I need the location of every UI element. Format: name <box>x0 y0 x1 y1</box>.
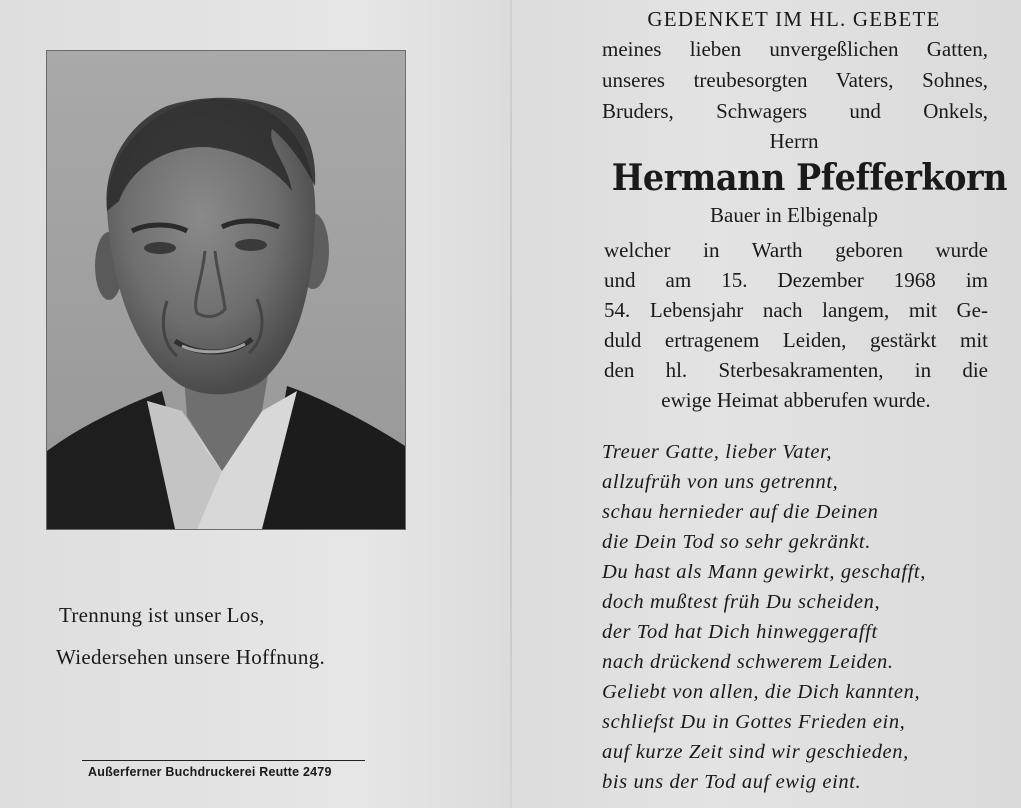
poem-line: auf kurze Zeit sind wir geschieden, <box>602 741 909 763</box>
intro-block <box>602 34 988 127</box>
intro-line: meines lieben unvergeßlichen Gatten, <box>602 37 988 61</box>
poem-line: die Dein Tod so sehr gekränkt. <box>602 531 871 553</box>
notice-line: ewige Heimat abberufen wurde. <box>661 388 931 412</box>
farewell-motto <box>56 594 396 678</box>
poem-line: schliefst Du in Gottes Frieden ein, <box>602 711 906 733</box>
portrait-photo <box>46 50 406 530</box>
memorial-poem <box>602 437 990 797</box>
intro-line: unseres treubesorgten Vaters, Sohnes, <box>602 68 988 92</box>
poem-line: bis uns der Tod auf ewig eint. <box>602 771 862 793</box>
notice-line: und am 15. Dezember 1968 im <box>604 268 988 292</box>
occupation: Bauer in Elbigenalp <box>710 203 878 227</box>
heading: GEDENKET IM HL. GEBETE <box>647 7 941 31</box>
salutation: Herrn <box>769 129 819 153</box>
motto-line: Wiedersehen unsere Hoffnung. <box>56 645 325 669</box>
death-notice <box>604 235 988 415</box>
intro-line: Bruders, Schwagers und Onkels, <box>602 99 988 123</box>
text-panel <box>598 0 1008 797</box>
poem-line: Treuer Gatte, lieber Vater, <box>602 441 833 463</box>
poem-line: Geliebt von allen, die Dich kannten, <box>602 681 921 703</box>
footer-divider <box>82 760 365 761</box>
card-fold <box>510 0 512 808</box>
poem-line: doch mußtest früh Du scheiden, <box>602 591 881 613</box>
poem-line: Du hast als Mann gewirkt, geschafft, <box>602 561 926 583</box>
notice-line: den hl. Sterbesakramenten, in die <box>604 358 988 382</box>
notice-line: 54. Lebensjahr nach langem, mit Ge- <box>604 298 988 322</box>
notice-line: welcher in Warth geboren wurde <box>604 238 988 262</box>
notice-line: duld ertragenem Leiden, gestärkt mit <box>604 328 988 352</box>
poem-line: der Tod hat Dich hinweggerafft <box>602 621 878 643</box>
printer-imprint: Außerferner Buchdruckerei Reutte 2479 <box>88 765 332 779</box>
motto-line: Trennung ist unser Los, <box>59 603 265 627</box>
poem-line: schau hernieder auf die Deinen <box>602 501 879 523</box>
deceased-name: Hermann Pfefferkorn <box>611 157 1008 199</box>
poem-line: nach drückend schwerem Leiden. <box>602 651 894 673</box>
poem-line: allzufrüh von uns getrennt, <box>602 471 839 493</box>
